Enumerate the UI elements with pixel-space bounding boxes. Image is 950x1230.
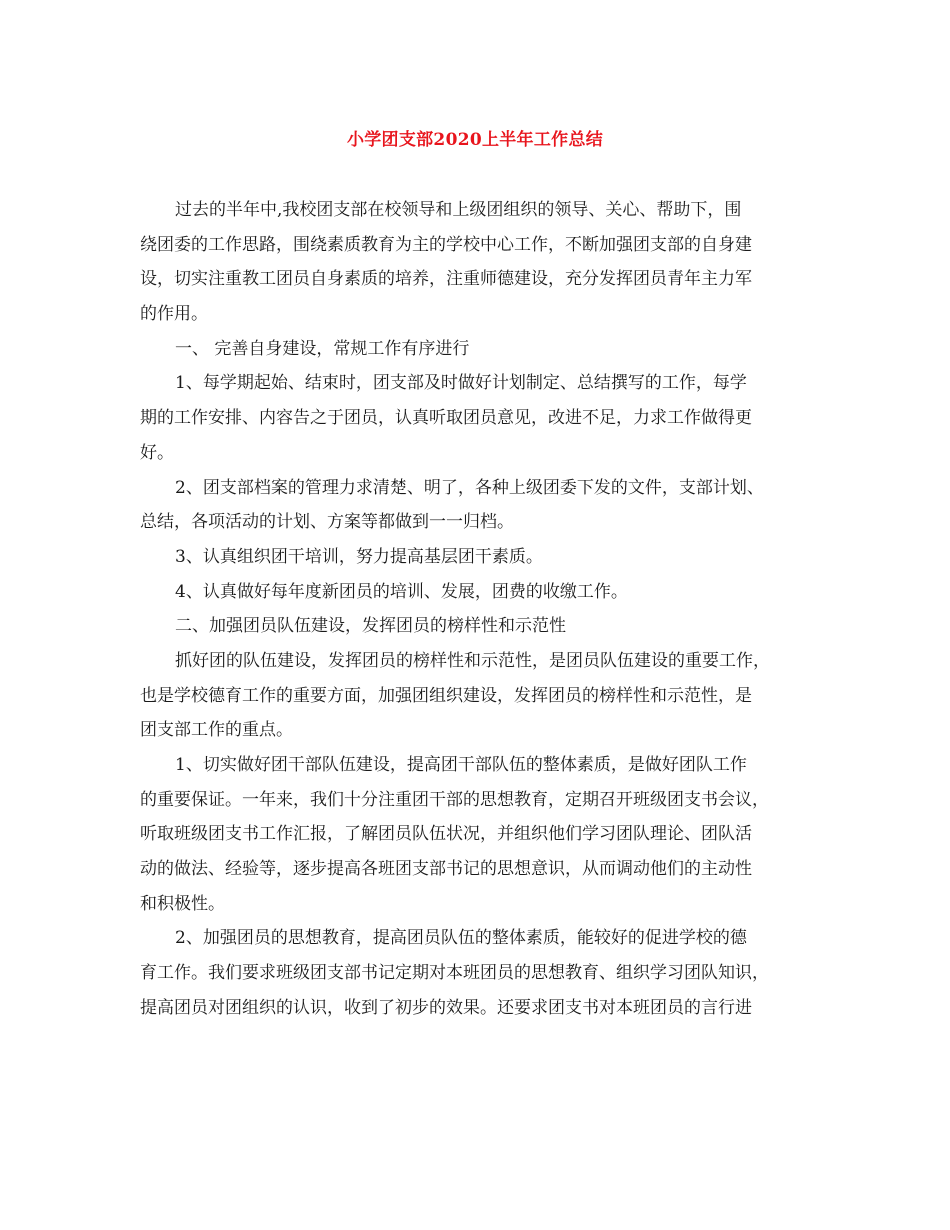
paragraph-line: 的作用。 (140, 304, 208, 325)
paragraph-line: 期的工作安排、内容告之于团员，认真听取团员意见，改进不足，力求工作做得更 (140, 408, 752, 429)
document-body (140, 193, 812, 1026)
paragraph-line: 过去的半年中,我校团支部在校领导和上级团组织的领导、关心、帮助下，围 (175, 200, 742, 220)
paragraph-line: 2、团支部档案的管理力求清楚、明了，各种上级团委下发的文件，支部计划、 (175, 477, 764, 498)
paragraph-line: 1、每学期起始、结束时，团支部及时做好计划制定、总结撰写的工作，每学 (175, 373, 747, 394)
paragraph-line: 和积极性。 (140, 893, 225, 914)
paragraph-line: 3、认真组织团干培训，努力提高基层团干素质。 (175, 546, 543, 567)
paragraph-line: 也是学校德育工作的重要方面，加强团组织建设，发挥团员的榜样性和示范性，是 (140, 685, 752, 706)
paragraph-line: 听取班级团支书工作汇报，了解团员队伍状况，并组织他们学习团队理论、团队活 (140, 824, 752, 845)
paragraph-line: 提高团员对团组织的认识，收到了初步的效果。还要求团支书对本班团员的言行进 (140, 997, 752, 1018)
paragraph-line: 设，切实注重教工团员自身素质的培养，注重师德建设，充分发挥团员青年主力军 (140, 269, 752, 290)
paragraph-line: 团支部工作的重点。 (140, 720, 293, 741)
paragraph-line: 育工作。我们要求班级团支部书记定期对本班团员的思想教育、组织学习团队知识， (140, 963, 769, 984)
paragraph-line: 抓好团的队伍建设，发挥团员的榜样性和示范性，是团员队伍建设的重要工作， (175, 650, 770, 671)
paragraph-line: 的重要保证。一年来，我们十分注重团干部的思想教育，定期召开班级团支书会议， (140, 789, 769, 810)
paragraph-line: 动的做法、经验等，逐步提高各班团支部书记的思想意识，从而调动他们的主动性 (140, 859, 752, 880)
paragraph-line: 好。 (140, 442, 174, 463)
section-heading: 二、加强团员队伍建设，发挥团员的榜样性和示范性 (175, 616, 566, 637)
paragraph-line: 总结，各项活动的计划、方案等都做到一一归档。 (140, 512, 514, 533)
section-heading: 一、 完善自身建设，常规工作有序进行 (175, 338, 470, 359)
paragraph-line: 1、切实做好团干部队伍建设，提高团干部队伍的整体素质，是做好团队工作 (175, 755, 747, 775)
paragraph-line: 4、认真做好每年度新团员的培训、发展，团费的收缴工作。 (175, 581, 628, 602)
document-title: 小学团支部2020上半年工作总结 (346, 130, 604, 150)
paragraph-line: 2、加强团员的思想教育，提高团员队伍的整体素质，能较好的促进学校的德 (175, 928, 747, 949)
paragraph-line: 绕团委的工作思路，围绕素质教育为主的学校中心工作，不断加强团支部的自身建 (140, 234, 752, 255)
